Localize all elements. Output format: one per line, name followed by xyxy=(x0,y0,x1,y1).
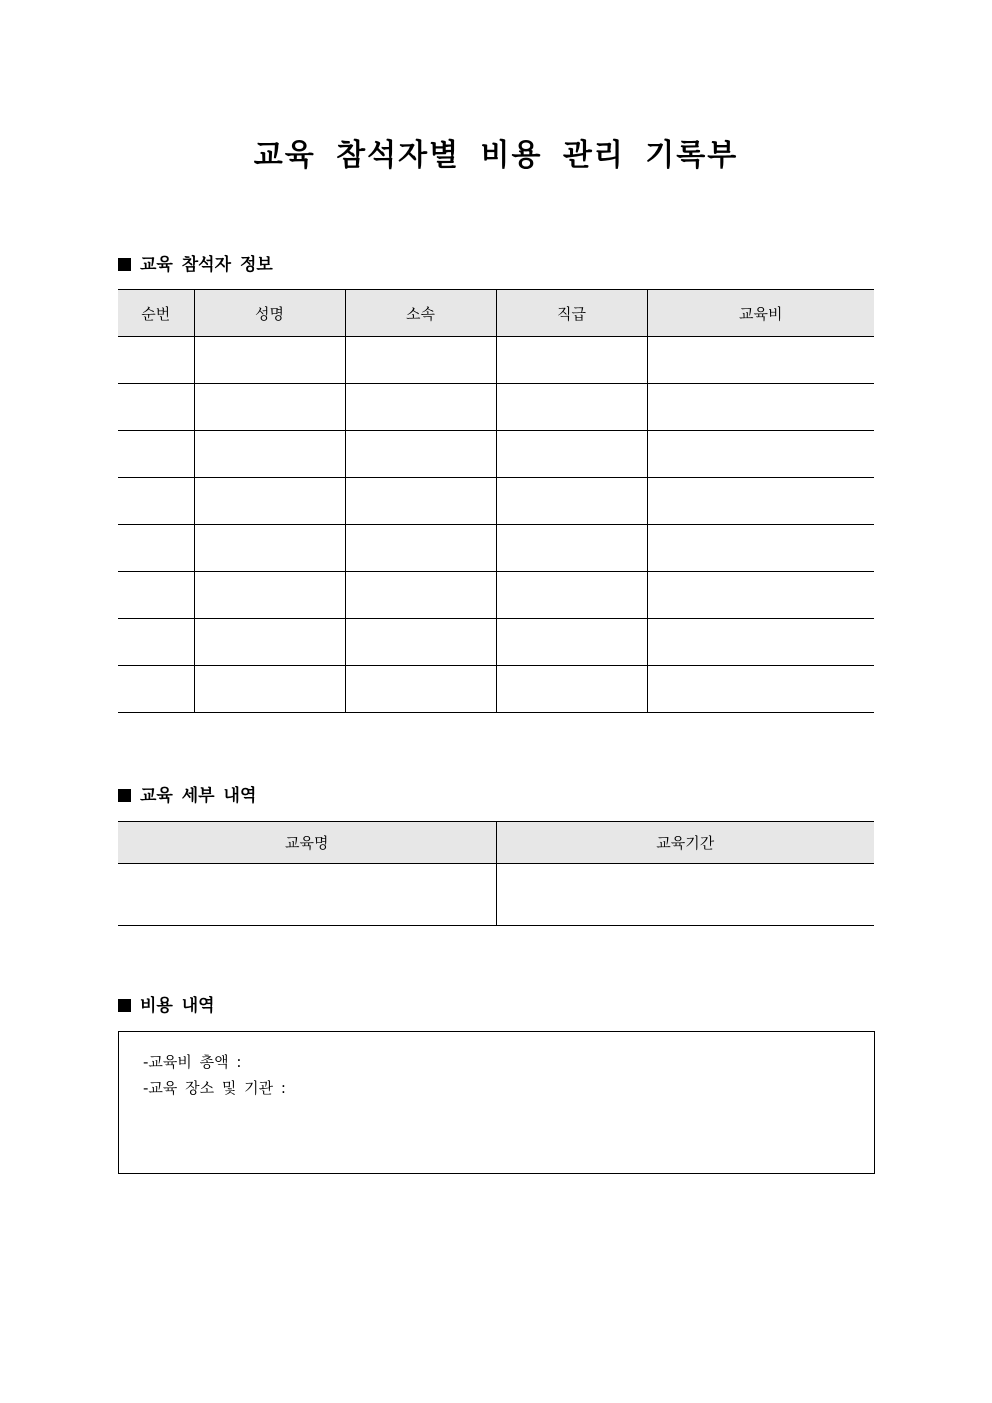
detail-section-heading xyxy=(118,784,256,808)
attendee-section-heading xyxy=(118,253,273,277)
affiliation-cell[interactable] xyxy=(345,478,496,525)
fee-cell[interactable] xyxy=(647,525,874,572)
name-cell[interactable] xyxy=(194,666,345,713)
fee-cell[interactable] xyxy=(647,572,874,619)
name-cell[interactable] xyxy=(194,525,345,572)
attendee-table xyxy=(118,289,874,713)
course-period-cell[interactable] xyxy=(496,864,874,926)
number-cell[interactable] xyxy=(118,666,194,713)
number-cell[interactable] xyxy=(118,572,194,619)
position-cell[interactable] xyxy=(496,478,647,525)
document-title: 교육 참석자별 비용 관리 기록부 xyxy=(253,138,739,173)
table-row xyxy=(118,384,874,431)
col-header-affiliation: 소속 xyxy=(345,290,496,337)
cost-section-heading xyxy=(118,994,215,1018)
number-cell[interactable] xyxy=(118,525,194,572)
affiliation-cell[interactable] xyxy=(345,619,496,666)
detail-section-title: 교육 세부 내역 xyxy=(140,786,257,806)
affiliation-cell[interactable] xyxy=(345,666,496,713)
affiliation-cell[interactable] xyxy=(345,337,496,384)
position-cell[interactable] xyxy=(496,572,647,619)
name-cell[interactable] xyxy=(194,337,345,384)
fee-cell[interactable] xyxy=(647,478,874,525)
fee-cell[interactable] xyxy=(647,337,874,384)
table-row xyxy=(118,431,874,478)
name-cell[interactable] xyxy=(194,384,345,431)
position-cell[interactable] xyxy=(496,666,647,713)
col-header-number: 순번 xyxy=(118,290,194,337)
number-cell[interactable] xyxy=(118,619,194,666)
cost-details-box[interactable] xyxy=(118,1031,875,1174)
table-row xyxy=(118,337,874,384)
fee-cell[interactable] xyxy=(647,384,874,431)
fee-cell[interactable] xyxy=(647,431,874,478)
number-cell[interactable] xyxy=(118,478,194,525)
number-cell[interactable] xyxy=(118,431,194,478)
number-cell[interactable] xyxy=(118,384,194,431)
detail-table xyxy=(118,821,874,926)
position-cell[interactable] xyxy=(496,384,647,431)
name-cell[interactable] xyxy=(194,572,345,619)
course-name-cell[interactable] xyxy=(118,864,496,926)
position-cell[interactable] xyxy=(496,431,647,478)
name-cell[interactable] xyxy=(194,431,345,478)
square-bullet-icon xyxy=(118,999,131,1012)
table-row xyxy=(118,525,874,572)
position-cell[interactable] xyxy=(496,337,647,384)
table-row xyxy=(118,864,874,926)
attendee-header-row xyxy=(118,290,874,337)
col-header-name: 성명 xyxy=(194,290,345,337)
venue-institution-line: -교육 장소 및 기관 : xyxy=(143,1079,286,1097)
square-bullet-icon xyxy=(118,789,131,802)
fee-cell[interactable] xyxy=(647,666,874,713)
name-cell[interactable] xyxy=(194,619,345,666)
col-header-fee: 교육비 xyxy=(647,290,874,337)
position-cell[interactable] xyxy=(496,525,647,572)
total-fee-line: -교육비 총액 : xyxy=(143,1053,242,1071)
affiliation-cell[interactable] xyxy=(345,525,496,572)
name-cell[interactable] xyxy=(194,478,345,525)
col-header-course-period: 교육기간 xyxy=(496,822,874,864)
square-bullet-icon xyxy=(118,258,131,271)
table-row xyxy=(118,478,874,525)
table-row xyxy=(118,572,874,619)
position-cell[interactable] xyxy=(496,619,647,666)
table-row xyxy=(118,619,874,666)
affiliation-cell[interactable] xyxy=(345,572,496,619)
number-cell[interactable] xyxy=(118,337,194,384)
attendee-section-title: 교육 참석자 정보 xyxy=(140,255,273,275)
affiliation-cell[interactable] xyxy=(345,431,496,478)
affiliation-cell[interactable] xyxy=(345,384,496,431)
table-row xyxy=(118,666,874,713)
fee-cell[interactable] xyxy=(647,619,874,666)
col-header-position: 직급 xyxy=(496,290,647,337)
col-header-course-name: 교육명 xyxy=(118,822,496,864)
cost-section-title: 비용 내역 xyxy=(140,996,215,1016)
detail-header-row xyxy=(118,822,874,864)
